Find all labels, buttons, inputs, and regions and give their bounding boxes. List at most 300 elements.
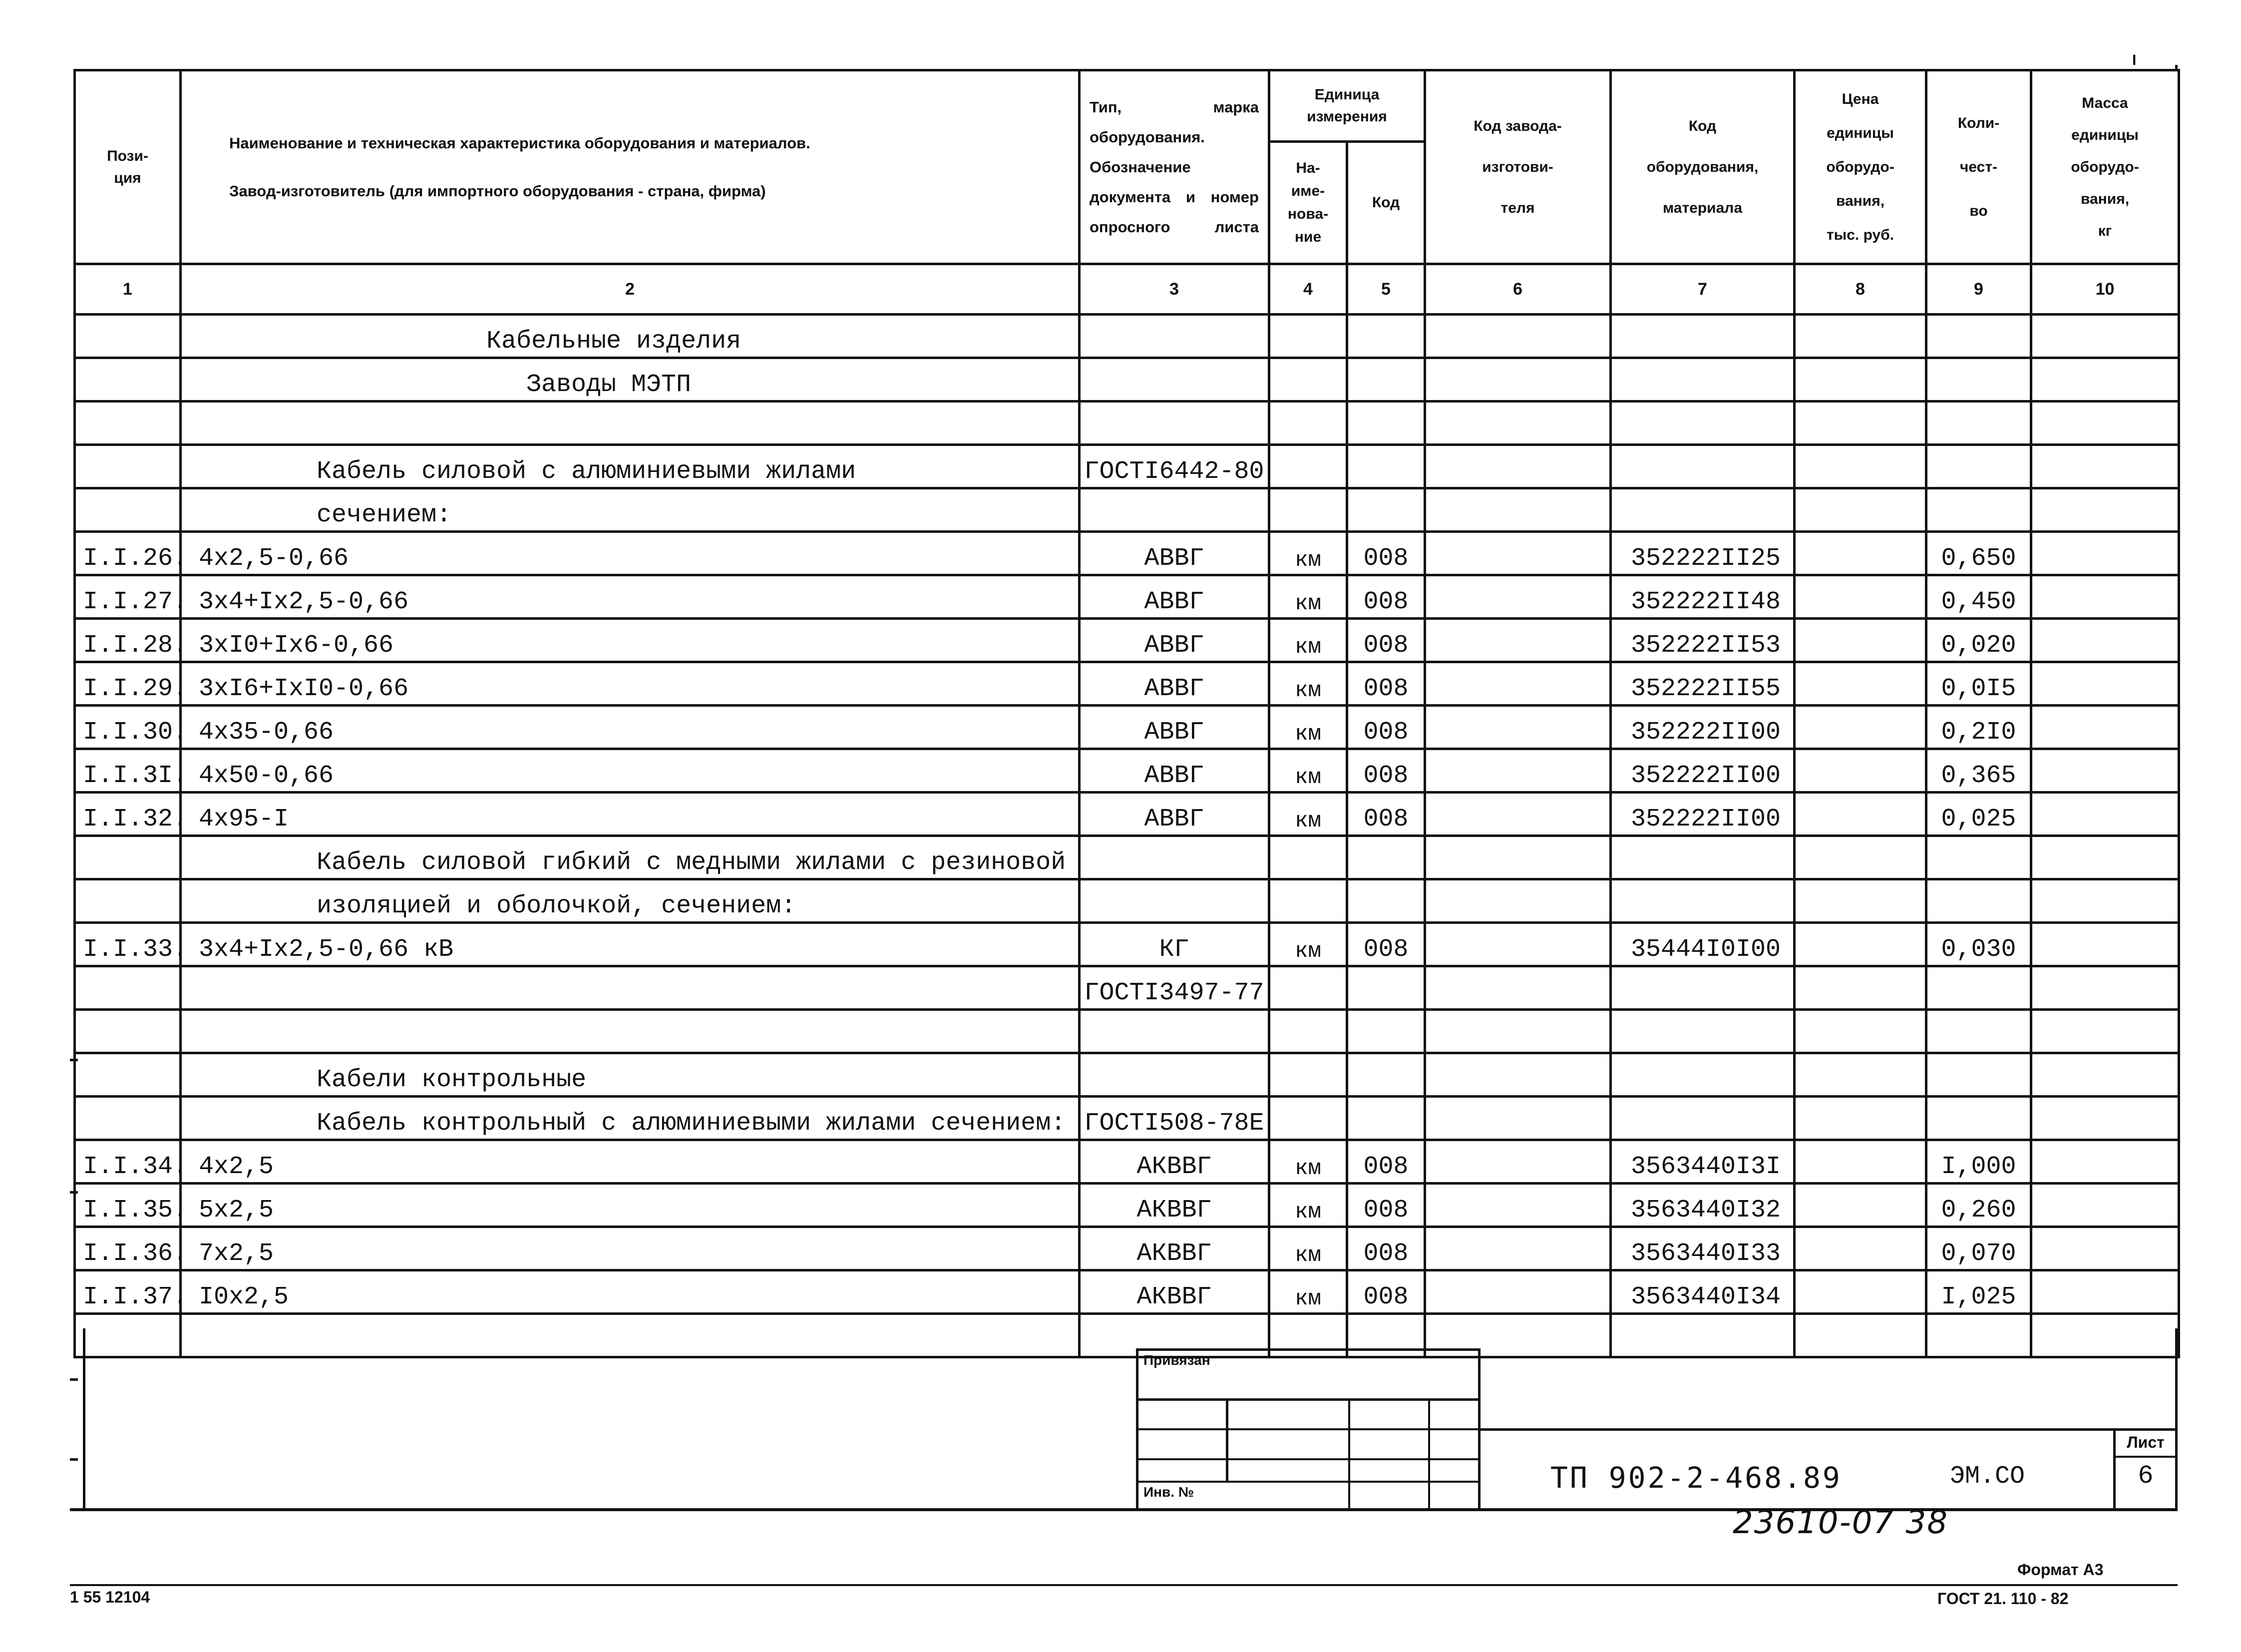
page-mark: I [2132, 52, 2137, 68]
mass-cell [2031, 488, 2179, 532]
price-cell [1795, 749, 1926, 793]
name-cell [181, 879, 1080, 923]
mass-cell [2031, 1097, 2179, 1140]
plant-code-cell [1425, 923, 1611, 966]
mass-cell [2031, 1140, 2179, 1184]
unit-name-cell [1269, 1097, 1347, 1140]
mass-cell [2031, 879, 2179, 923]
plant-code-cell [1425, 1097, 1611, 1140]
tied-label: Привязан [1143, 1352, 1210, 1368]
unit-name-cell: км [1269, 1184, 1347, 1227]
column-number-4: 4 [1269, 264, 1347, 315]
position-cell [75, 1314, 181, 1357]
name-cell [181, 575, 1080, 619]
type-cell [1080, 836, 1269, 879]
plant-code-cell [1425, 358, 1611, 402]
material-code-cell: 352222II00 [1611, 706, 1795, 749]
mass-cell [2031, 1270, 2179, 1314]
unit-code-cell [1347, 879, 1425, 923]
table-row [75, 445, 2179, 488]
name-cell [181, 1270, 1080, 1314]
mass-cell [2031, 966, 2179, 1010]
type-cell [1080, 1010, 1269, 1053]
type-cell: ГОСТI508-78Е [1080, 1097, 1269, 1140]
unit-code-cell [1347, 315, 1425, 358]
name-cell [181, 1227, 1080, 1270]
position-number: I.I.32. [83, 805, 188, 833]
quantity-cell [1926, 1314, 2031, 1357]
plant-code-cell [1425, 619, 1611, 662]
unit-name-cell: км [1269, 1140, 1347, 1184]
material-code-cell [1611, 488, 1795, 532]
quantity-cell [1926, 402, 2031, 445]
name-cell [181, 619, 1080, 662]
quantity-cell [1926, 836, 2031, 879]
position-number: I.I.37. [83, 1283, 188, 1311]
material-code-cell: 352222II00 [1611, 793, 1795, 836]
unit-code-cell [1347, 488, 1425, 532]
material-code-cell [1611, 445, 1795, 488]
quantity-cell [1926, 358, 2031, 402]
quantity-cell [1926, 1097, 2031, 1140]
stamp-top [1478, 1428, 2177, 1431]
item-name: Кабельные изделия [486, 327, 742, 356]
unit-name-cell [1269, 315, 1347, 358]
price-cell [1795, 662, 1926, 706]
material-code-cell [1611, 879, 1795, 923]
unit-name-cell: км [1269, 923, 1347, 966]
type-cell: АКВВГ [1080, 1140, 1269, 1184]
price-cell [1795, 793, 1926, 836]
item-name: Кабель контрольный с алюминиевыми жилами сечением: [317, 1109, 1066, 1138]
item-name: I0х2,5 [199, 1283, 289, 1311]
sheet-box-mid [2113, 1456, 2177, 1458]
quantity-cell: 0,020 [1926, 619, 2031, 662]
plant-code-cell [1425, 879, 1611, 923]
position-cell [75, 1053, 181, 1097]
price-cell [1795, 836, 1926, 879]
price-cell [1795, 1140, 1926, 1184]
margin-tick [70, 1059, 78, 1061]
material-code-cell [1611, 1097, 1795, 1140]
plant-code-cell [1425, 575, 1611, 619]
quantity-cell: 0,650 [1926, 532, 2031, 575]
name-cell [181, 662, 1080, 706]
table-row [75, 1097, 2179, 1140]
header-type: Тип, марка оборудования. Обозначение документа и номер опросного листа [1080, 70, 1269, 264]
item-name: 4х50-0,66 [199, 762, 334, 790]
unit-code-cell [1347, 402, 1425, 445]
unit-name-cell [1269, 488, 1347, 532]
column-number-8: 8 [1795, 264, 1926, 315]
quantity-cell: 0,0I5 [1926, 662, 2031, 706]
position-cell [75, 1140, 188, 1184]
name-cell [181, 488, 1080, 532]
price-cell [1795, 532, 1926, 575]
mass-cell [2031, 315, 2179, 358]
item-name: 3хI0+Iх6-0,66 [199, 631, 394, 660]
type-cell [1080, 358, 1269, 402]
item-name: 3хI6+IхI0-0,66 [199, 675, 409, 703]
position-number: I.I.26. [83, 544, 188, 573]
plant-code-cell [1425, 488, 1611, 532]
quantity-cell: 0,260 [1926, 1184, 2031, 1227]
plant-code-cell [1425, 793, 1611, 836]
unit-code-cell [1347, 966, 1425, 1010]
column-number-row [75, 264, 2179, 315]
position-cell [75, 445, 181, 488]
format-label: Формат А3 [2017, 1561, 2104, 1579]
unit-code-cell: 008 [1347, 793, 1425, 836]
price-cell [1795, 1270, 1926, 1314]
plant-code-cell [1425, 1140, 1611, 1184]
column-number-3: 3 [1080, 264, 1269, 315]
type-cell: ГОСТI6442-80 [1080, 445, 1269, 488]
material-code-cell: 3563440I3I [1611, 1140, 1795, 1184]
material-code-cell: 352222II25 [1611, 532, 1795, 575]
frame-left-lower [83, 1328, 85, 1511]
price-cell [1795, 402, 1926, 445]
column-number-2: 2 [181, 264, 1080, 315]
item-name: Заводы МЭТП [526, 371, 692, 399]
table-row [75, 1010, 2179, 1053]
unit-name-cell [1269, 445, 1347, 488]
margin-tick [70, 1378, 78, 1381]
header-unit-group: Единица измерения [1269, 70, 1425, 142]
plant-code-cell [1425, 662, 1611, 706]
header-unit-price: Цена единицы оборудо- вания, тыс. руб. [1795, 70, 1926, 264]
position-cell [75, 488, 181, 532]
plant-code-cell [1425, 1270, 1611, 1314]
header-unit-name: На- име- нова- ние [1269, 142, 1347, 264]
table-row [75, 662, 2179, 706]
plant-code-cell [1425, 315, 1611, 358]
column-number-1: 1 [75, 264, 181, 315]
unit-name-cell: км [1269, 706, 1347, 749]
quantity-cell: 0,365 [1926, 749, 2031, 793]
type-cell: АВВГ [1080, 706, 1269, 749]
mass-cell [2031, 793, 2179, 836]
unit-code-cell: 008 [1347, 923, 1425, 966]
position-number: I.I.3I. [83, 762, 188, 790]
position-cell [75, 575, 188, 619]
document-suffix: ЭМ.СО [1950, 1462, 2025, 1491]
unit-code-cell: 008 [1347, 1270, 1425, 1314]
plant-code-cell [1425, 1053, 1611, 1097]
quantity-cell: 0,025 [1926, 793, 2031, 836]
item-name: Кабель силовой с алюминиевыми жилами [317, 457, 856, 486]
price-cell [1795, 1053, 1926, 1097]
mass-cell [2031, 749, 2179, 793]
material-code-cell [1611, 315, 1795, 358]
type-cell: АВВГ [1080, 793, 1269, 836]
inventory-label: Инв. № [1143, 1484, 1194, 1500]
quantity-cell [1926, 1010, 2031, 1053]
plant-code-cell [1425, 445, 1611, 488]
unit-code-cell: 008 [1347, 1140, 1425, 1184]
material-code-cell [1611, 1314, 1795, 1357]
item-name: 4х35-0,66 [199, 718, 334, 747]
name-cell [181, 923, 1080, 966]
material-code-cell: 35444I0I00 [1611, 923, 1795, 966]
type-cell: АВВГ [1080, 575, 1269, 619]
material-code-cell: 3563440I34 [1611, 1270, 1795, 1314]
name-cell [181, 1097, 1080, 1140]
unit-name-cell: км [1269, 532, 1347, 575]
specification-body [75, 315, 2179, 1357]
position-number: I.I.33. [83, 935, 188, 964]
plant-code-cell [1425, 1010, 1611, 1053]
quantity-cell [1926, 315, 2031, 358]
header-quantity: Коли- чест- во [1926, 70, 2031, 264]
position-cell [75, 1270, 188, 1314]
name-cell [181, 1010, 1080, 1053]
mass-cell [2031, 1053, 2179, 1097]
column-number-7: 7 [1611, 264, 1795, 315]
unit-code-cell: 008 [1347, 706, 1425, 749]
material-code-cell: 352222II00 [1611, 749, 1795, 793]
type-cell [1080, 1053, 1269, 1097]
unit-name-cell: км [1269, 1227, 1347, 1270]
item-name: 3х4+Iх2,5-0,66 [199, 588, 409, 616]
quantity-cell: I,025 [1926, 1270, 2031, 1314]
position-cell [75, 923, 188, 966]
position-cell [75, 706, 188, 749]
material-code-cell [1611, 836, 1795, 879]
name-cell [181, 706, 1080, 749]
price-cell [1795, 923, 1926, 966]
material-code-cell [1611, 402, 1795, 445]
unit-name-cell [1269, 879, 1347, 923]
price-cell [1795, 966, 1926, 1010]
price-cell [1795, 315, 1926, 358]
position-number: I.I.34. [83, 1153, 188, 1181]
print-code: 1 55 12104 [70, 1588, 150, 1606]
specification-table [73, 69, 2180, 1358]
quantity-cell: 0,030 [1926, 923, 2031, 966]
table-row [75, 966, 2179, 1010]
quantity-cell [1926, 488, 2031, 532]
footer-line [70, 1584, 2178, 1586]
unit-code-cell: 008 [1347, 1227, 1425, 1270]
unit-code-cell: 008 [1347, 532, 1425, 575]
type-cell [1080, 879, 1269, 923]
table-row [75, 1270, 2179, 1314]
item-name: 4х2,5 [199, 1153, 274, 1181]
table-row [75, 879, 2179, 923]
frame-right-ext [2175, 65, 2178, 70]
table-row [75, 619, 2179, 662]
unit-name-cell [1269, 966, 1347, 1010]
name-cell [181, 836, 1080, 879]
type-cell: АВВГ [1080, 749, 1269, 793]
unit-name-cell [1269, 402, 1347, 445]
type-cell [1080, 488, 1269, 532]
column-number-10: 10 [2031, 264, 2179, 315]
name-cell [181, 1140, 1080, 1184]
item-name: сечением: [317, 501, 452, 529]
material-code-cell: 352222II53 [1611, 619, 1795, 662]
table-row [75, 402, 2179, 445]
column-number-5: 5 [1347, 264, 1425, 315]
unit-name-cell [1269, 358, 1347, 402]
unit-name-cell: км [1269, 749, 1347, 793]
table-row [75, 532, 2179, 575]
position-number: I.I.28. [83, 631, 188, 660]
name-cell [181, 532, 1080, 575]
unit-code-cell: 008 [1347, 662, 1425, 706]
header-name [181, 70, 1080, 264]
mass-cell [2031, 1010, 2179, 1053]
table-row [75, 488, 2179, 532]
item-name: 4х2,5-0,66 [199, 544, 349, 573]
table-row [75, 793, 2179, 836]
unit-name-cell: км [1269, 793, 1347, 836]
quantity-cell: I,000 [1926, 1140, 2031, 1184]
position-cell [75, 619, 188, 662]
mass-cell [2031, 445, 2179, 488]
unit-code-cell [1347, 1010, 1425, 1053]
item-name: Кабели контрольные [317, 1066, 587, 1094]
position-cell [75, 315, 181, 358]
type-cell [1080, 315, 1269, 358]
quantity-cell [1926, 445, 2031, 488]
position-cell [75, 358, 181, 402]
header-name-line1: Наименование и техническая характеристика оборудования и материалов. [229, 134, 810, 152]
price-cell [1795, 1314, 1926, 1357]
table-row [75, 836, 2179, 879]
type-cell: АВВГ [1080, 662, 1269, 706]
column-number-9: 9 [1926, 264, 2031, 315]
mass-cell [2031, 619, 2179, 662]
name-cell [181, 749, 1080, 793]
name-cell [181, 793, 1080, 836]
mass-cell [2031, 1314, 2179, 1357]
handwritten-number: 23610-07 38 [1733, 1504, 1948, 1541]
unit-code-cell [1347, 1097, 1425, 1140]
name-cell [181, 966, 1080, 1010]
unit-name-cell: км [1269, 662, 1347, 706]
unit-name-cell: км [1269, 619, 1347, 662]
material-code-cell: 352222II55 [1611, 662, 1795, 706]
table-row [75, 1227, 2179, 1270]
type-cell [1080, 402, 1269, 445]
unit-code-cell: 008 [1347, 749, 1425, 793]
name-cell [181, 358, 1080, 402]
header-material-code: Код оборудования, материала [1611, 70, 1795, 264]
table-row [75, 575, 2179, 619]
unit-name-cell: км [1269, 1270, 1347, 1314]
item-name: 3х4+Iх2,5-0,66 кВ [199, 935, 454, 964]
unit-code-cell [1347, 358, 1425, 402]
material-code-cell [1611, 1010, 1795, 1053]
price-cell [1795, 575, 1926, 619]
material-code-cell: 3563440I32 [1611, 1184, 1795, 1227]
position-cell [75, 879, 181, 923]
sheet-label: Лист [2127, 1433, 2165, 1451]
mass-cell [2031, 923, 2179, 966]
name-cell [181, 1314, 1080, 1357]
price-cell [1795, 358, 1926, 402]
type-cell: АВВГ [1080, 619, 1269, 662]
quantity-cell: 0,2I0 [1926, 706, 2031, 749]
position-cell [75, 749, 188, 793]
position-cell [75, 1097, 181, 1140]
table-row [75, 1140, 2179, 1184]
name-cell [181, 445, 1080, 488]
price-cell [1795, 619, 1926, 662]
unit-name-cell [1269, 1010, 1347, 1053]
price-cell [1795, 1097, 1926, 1140]
position-cell [75, 532, 188, 575]
type-cell: АКВВГ [1080, 1227, 1269, 1270]
item-name: изоляцией и оболочкой, сечением: [317, 892, 796, 920]
position-number: I.I.30. [83, 718, 188, 747]
material-code-cell: 3563440I33 [1611, 1227, 1795, 1270]
position-number: I.I.36. [83, 1239, 188, 1268]
position-cell [75, 1184, 188, 1227]
standard-label: ГОСТ 21. 110 - 82 [1937, 1590, 2069, 1608]
position-number: I.I.29. [83, 675, 188, 703]
table-row [75, 749, 2179, 793]
plant-code-cell [1425, 706, 1611, 749]
table-row [75, 315, 2179, 358]
material-code-cell: 352222II48 [1611, 575, 1795, 619]
name-cell [181, 1053, 1080, 1097]
document-code: ТП 902-2-468.89 [1550, 1461, 1842, 1495]
item-name: 7х2,5 [199, 1239, 274, 1268]
unit-code-cell [1347, 1053, 1425, 1097]
item-name: 4х95-I [199, 805, 289, 833]
type-cell: АКВВГ [1080, 1184, 1269, 1227]
name-cell [181, 315, 1080, 358]
material-code-cell [1611, 966, 1795, 1010]
mass-cell [2031, 1184, 2179, 1227]
position-number: I.I.27. [83, 588, 188, 616]
name-cell [181, 402, 1080, 445]
item-name: 5х2,5 [199, 1196, 274, 1225]
material-code-cell [1611, 358, 1795, 402]
plant-code-cell [1425, 749, 1611, 793]
quantity-cell: 0,450 [1926, 575, 2031, 619]
quantity-cell [1926, 879, 2031, 923]
price-cell [1795, 1184, 1926, 1227]
plant-code-cell [1425, 966, 1611, 1010]
position-cell [75, 1227, 188, 1270]
price-cell [1795, 706, 1926, 749]
mass-cell [2031, 1227, 2179, 1270]
position-cell [75, 836, 181, 879]
mass-cell [2031, 662, 2179, 706]
unit-code-cell [1347, 445, 1425, 488]
price-cell [1795, 1010, 1926, 1053]
position-number: I.I.35. [83, 1196, 188, 1225]
plant-code-cell [1425, 532, 1611, 575]
header-unit-mass: Масса единицы оборудо- вания, кг [2031, 70, 2179, 264]
position-cell [75, 793, 188, 836]
unit-code-cell [1347, 836, 1425, 879]
mass-cell [2031, 358, 2179, 402]
unit-code-cell: 008 [1347, 619, 1425, 662]
mass-cell [2031, 402, 2179, 445]
table-row [75, 358, 2179, 402]
item-name: Кабель силовой гибкий с медными жилами с резиновой [317, 848, 1066, 877]
position-cell [75, 662, 188, 706]
header-position: Пози- ция [75, 70, 181, 264]
plant-code-cell [1425, 836, 1611, 879]
mass-cell [2031, 575, 2179, 619]
unit-name-cell: км [1269, 575, 1347, 619]
